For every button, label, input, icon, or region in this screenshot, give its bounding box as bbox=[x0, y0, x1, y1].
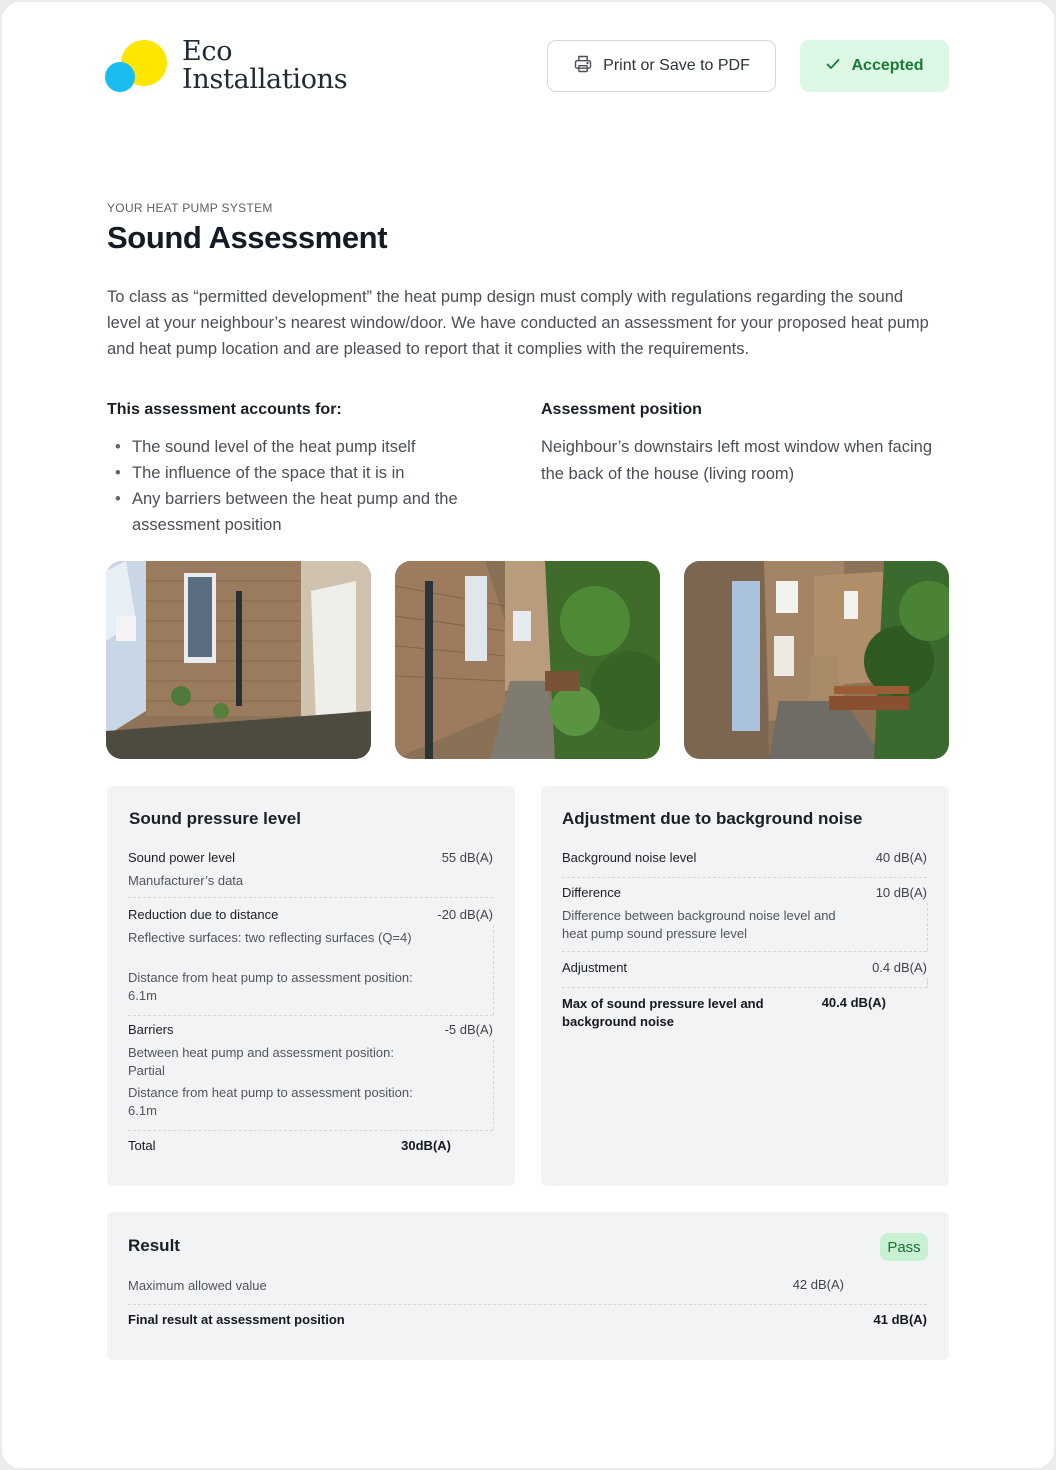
background-noise-title: Adjustment due to background noise bbox=[562, 809, 863, 828]
intro-paragraph: To class as “permitted development” the heat pump design must comply with regulations regarding the sound level at your neighbour’s nearest window/door. We have conducted an assessment for your proposed heat pump and heat pump location and are pleased to report that it complies with the requirements. bbox=[107, 288, 929, 358]
max-allowed-label: Maximum allowed value bbox=[128, 1278, 267, 1293]
barriers-label: Barriers bbox=[128, 1022, 174, 1037]
sound-power-sub: Manufacturer’s data bbox=[128, 873, 244, 888]
section-eyebrow: YOUR HEAT PUMP SYSTEM bbox=[107, 201, 273, 215]
divider bbox=[562, 877, 927, 878]
distance-value: -20 dB(A) bbox=[437, 907, 493, 922]
list-item: • The influence of the space that it is in bbox=[115, 460, 505, 486]
accepted-status-button[interactable] bbox=[800, 40, 949, 92]
divider bbox=[493, 925, 494, 1015]
background-noise-value: 40 dB(A) bbox=[875, 850, 927, 865]
site-photo-2[interactable] bbox=[395, 561, 660, 759]
total-value: 30dB(A) bbox=[401, 1138, 451, 1153]
adjustment-value: 0.4 dB(A) bbox=[872, 960, 927, 975]
distance-label: Reduction due to distance bbox=[128, 907, 279, 922]
max-pressure-value: 40.4 dB(A) bbox=[821, 995, 886, 1010]
printer-icon bbox=[573, 54, 593, 79]
sound-power-value: 55 dB(A) bbox=[441, 850, 493, 865]
divider bbox=[128, 1304, 927, 1305]
divider bbox=[128, 897, 493, 898]
list-item: • Any barriers between the heat pump and the assessment position bbox=[115, 486, 505, 538]
adjustment-label: Adjustment bbox=[562, 960, 628, 975]
difference-sub: Difference between background noise level and heat pump sound pressure level bbox=[562, 908, 836, 941]
barriers-value: -5 dB(A) bbox=[444, 1022, 493, 1037]
print-button-label: Print or Save to PDF bbox=[603, 57, 750, 74]
divider bbox=[128, 1130, 493, 1131]
brand-logo[interactable] bbox=[105, 36, 348, 98]
list-item: • The sound level of the heat pump itself bbox=[115, 434, 505, 460]
barriers-sub-1: Between heat pump and assessment position: Partial bbox=[128, 1045, 394, 1078]
print-button[interactable] bbox=[547, 40, 776, 92]
sound-pressure-title: Sound pressure level bbox=[129, 809, 301, 828]
position-text: Neighbour’s downstairs left most window when facing the back of the house (living room) bbox=[541, 438, 933, 483]
divider bbox=[927, 978, 928, 988]
background-noise-card bbox=[541, 786, 949, 1186]
pass-badge: Pass bbox=[880, 1233, 928, 1261]
sound-power-label: Sound power level bbox=[128, 850, 235, 865]
difference-value: 10 dB(A) bbox=[875, 885, 927, 900]
divider bbox=[128, 1015, 493, 1016]
site-photo-3[interactable] bbox=[684, 561, 949, 759]
accounts-heading: This assessment accounts for: bbox=[107, 401, 342, 418]
distance-sub-1: Reflective surfaces: two reflecting surfaces (Q=4) bbox=[128, 930, 412, 945]
logo-line-1: Eco bbox=[182, 36, 233, 67]
accepted-label: Accepted bbox=[851, 57, 924, 74]
max-allowed-value: 42 dB(A) bbox=[792, 1277, 844, 1292]
difference-label: Difference bbox=[562, 885, 622, 900]
distance-sub-2: Distance from heat pump to assessment position: 6.1m bbox=[128, 970, 413, 1003]
divider bbox=[927, 903, 928, 951]
accounts-list bbox=[115, 434, 505, 538]
divider bbox=[562, 951, 927, 952]
result-title: Result bbox=[128, 1236, 180, 1255]
logo-wordmark bbox=[182, 38, 347, 94]
position-heading: Assessment position bbox=[541, 401, 702, 418]
barriers-sub-2: Distance from heat pump to assessment position: 6.1m bbox=[128, 1085, 413, 1118]
site-photo-1[interactable] bbox=[106, 561, 371, 759]
total-label: Total bbox=[128, 1138, 156, 1153]
divider bbox=[493, 1040, 494, 1130]
max-pressure-label: Max of sound pressure level and background noise bbox=[562, 996, 764, 1029]
final-result-value: 41 dB(A) bbox=[873, 1312, 927, 1327]
page-title: Sound Assessment bbox=[107, 220, 388, 255]
divider bbox=[562, 987, 927, 988]
check-icon bbox=[825, 56, 841, 77]
logo-blue-circle bbox=[105, 62, 135, 92]
background-noise-label: Background noise level bbox=[562, 850, 697, 865]
final-result-label: Final result at assessment position bbox=[128, 1312, 345, 1327]
logo-line-2: Installations bbox=[182, 64, 348, 95]
